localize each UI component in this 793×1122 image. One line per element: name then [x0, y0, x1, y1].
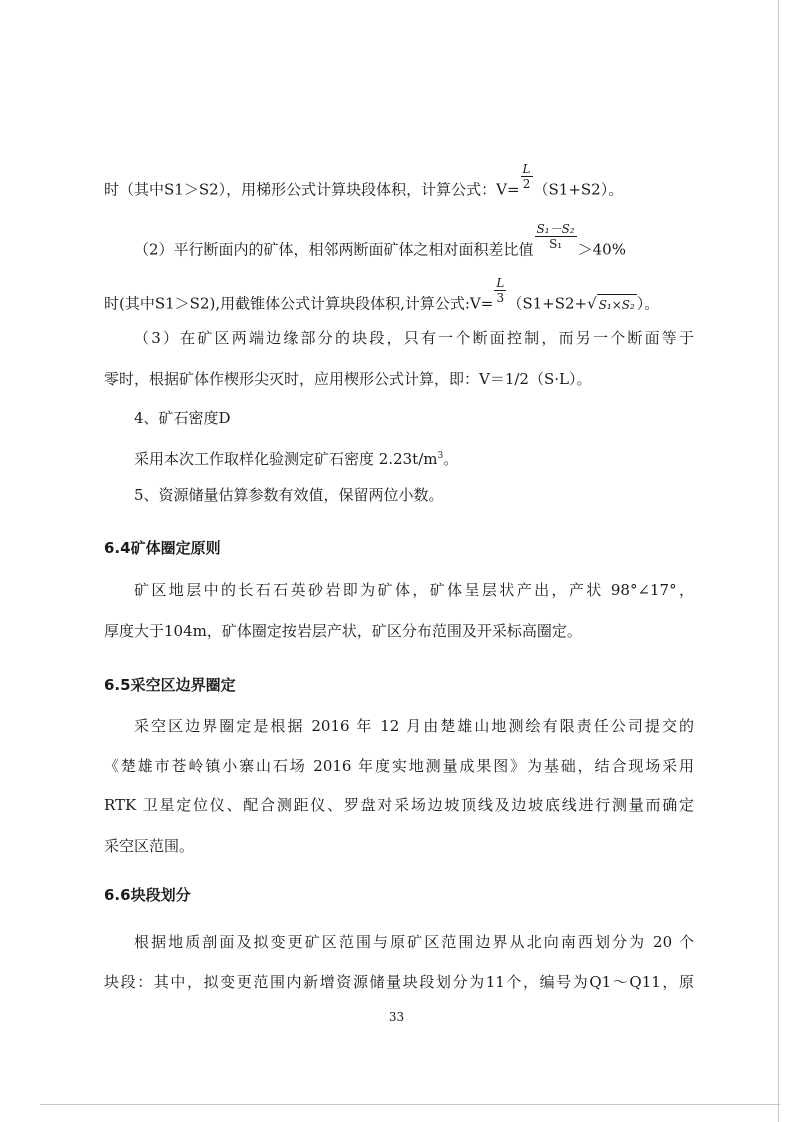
- paragraph-line: 采空区边界圈定是根据 2016 年 12 月由楚雄山地测绘有限责任公司提交的: [134, 717, 694, 735]
- paragraph-line: （3）在矿区两端边缘部分的块段，只有一个断面控制，而另一个断面等于: [134, 329, 694, 347]
- scan-edge-line: [778, 0, 779, 1122]
- list-item: 5、资源储量估算参数有效值，保留两位小数。: [134, 486, 444, 504]
- formula-fraction: $\frac{L}{3}$: [496, 276, 505, 305]
- formula-fraction: $\frac{L}{2}$: [522, 162, 531, 191]
- paragraph-line: 采用本次工作取样化验测定矿石密度 $2.23t/m^3$。: [134, 450, 459, 468]
- paragraph-line: 根据地质剖面及拟变更矿区范围与原矿区范围边界从北向南西划分为 20 个: [134, 933, 694, 951]
- sqrt-symbol: √: [587, 294, 597, 313]
- paragraph-line: 矿区地层中的长石石英砂岩即为矿体，矿体呈层状产出，产状 98°∠17°，: [134, 581, 694, 599]
- paragraph-line: 块段：其中，拟变更范围内新增资源储量块段划分为11个，编号为Q1～Q11，原: [104, 973, 694, 991]
- list-item: 4、矿石密度D: [134, 409, 231, 427]
- paragraph-line: RTK 卫星定位仪、配合测距仪、罗盘对采场边坡顶线及边坡底线进行测量而确定: [104, 796, 694, 814]
- paragraph-line: 厚度大于104m，矿体圈定按岩层产状，矿区分布范围及开采标高圈定。: [104, 622, 582, 640]
- paragraph-line: （2）平行断面内的矿体，相邻两断面矿体之相对面积差比值 $\frac{\text{S₁－S₂}}{\text{S₁}}$ ＞40%: [134, 222, 626, 259]
- paragraph-line: 时(其中S1＞S2),用截锥体公式计算块段体积,计算公式:V= $\frac{L}{3}$ （S1+S2+√ S₁×S₂ ）。: [104, 276, 660, 313]
- formula-fraction: $\frac{\text{S₁－S₂}}{\text{S₁}}$: [536, 222, 575, 251]
- paragraph-line: 时（其中S1＞S2），用梯形公式计算块段体积，计算公式：V= $\frac{L}{2}$ （S1+S2）。: [104, 162, 624, 199]
- scan-edge-line: [40, 1104, 780, 1105]
- section-heading: 6.5采空区边界圈定: [104, 676, 236, 694]
- formula-sqrt: S₁×S₂: [597, 294, 637, 315]
- paragraph-line: 零时，根据矿体作楔形尖灭时，应用楔形公式计算，即：V＝1/2（S·L）。: [104, 370, 592, 388]
- page-number: 33: [388, 1010, 405, 1024]
- paragraph-line: 采空区范围。: [104, 837, 195, 855]
- section-heading: 6.6块段划分: [104, 886, 191, 904]
- paragraph-line: 《楚雄市苍岭镇小寨山石场 2016 年度实地测量成果图》为基础，结合现场采用: [104, 757, 694, 775]
- section-heading: 6.4矿体圈定原则: [104, 539, 221, 557]
